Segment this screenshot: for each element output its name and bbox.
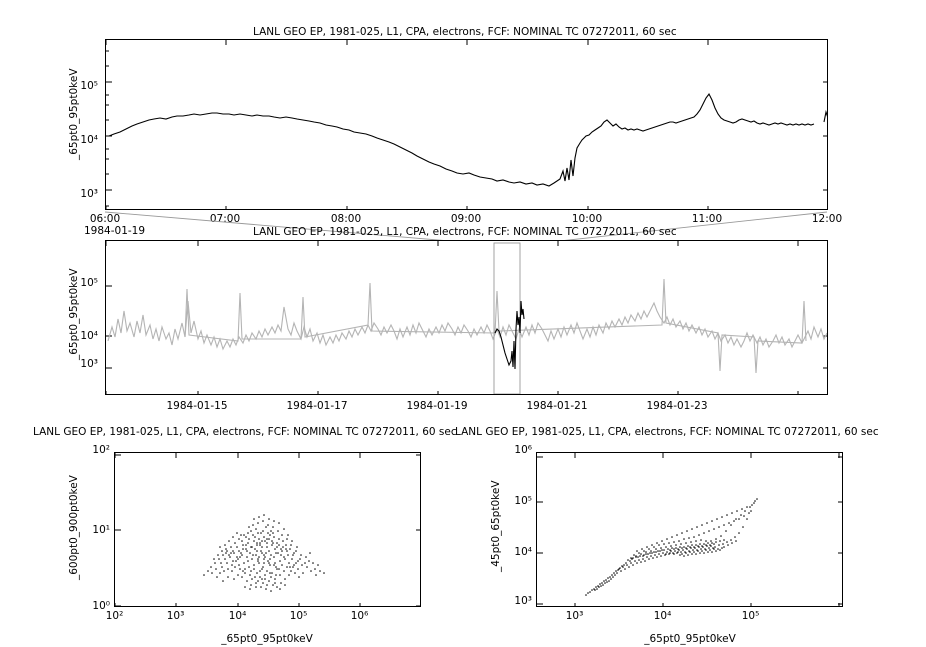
context-panel-ytick-1e3: 10³	[80, 358, 98, 370]
top-panel-xtick-0700: 07:00	[209, 213, 241, 225]
context-panel-title: LANL GEO EP, 1981-025, L1, CPA, electrons, FCF: NOMINAL TC 07272011, 60 sec	[253, 226, 677, 238]
top-panel-plot-area[interactable]	[105, 39, 828, 210]
scatter-left-svg	[115, 453, 421, 607]
scatter-left-title: LANL GEO EP, 1981-025, L1, CPA, electrons, FCF: NOMINAL TC 07272011, 60 sec	[33, 426, 457, 438]
context-panel-svg	[106, 241, 828, 395]
context-panel-grey-trace	[108, 301, 827, 349]
context-panel-xtick-0115: 1984-01-15	[166, 400, 228, 412]
scatter-right-xtick-1e5: 10⁵	[741, 610, 760, 622]
scatter-right-xlabel: _65pt0_95pt0keV	[644, 633, 736, 645]
top-panel-svg	[106, 40, 828, 210]
scatter-left-plot-area[interactable]	[114, 452, 421, 607]
scatter-left-points	[203, 514, 325, 592]
top-panel-ytick-1e3: 10³	[80, 188, 98, 200]
scatter-right-xtick-1e3: 10³	[565, 610, 584, 622]
top-panel-xtick-1000: 10:00	[571, 213, 603, 225]
scatter-left-ytick-1e2: 10²	[92, 444, 110, 456]
scatter-right-title: LANL GEO EP, 1981-025, L1, CPA, electrons, FCF: NOMINAL TC 07272011, 60 sec	[455, 426, 879, 438]
context-panel-plot-area[interactable]	[105, 240, 828, 395]
scatter-right-ytick-1e6: 10⁶	[514, 444, 532, 456]
context-panel-ytick-1e4: 10⁴	[80, 330, 98, 342]
top-panel-ytick-1e5: 10⁵	[80, 80, 98, 92]
scatter-right-ytick-1e3: 10³	[514, 595, 532, 607]
scatter-right-plot-area[interactable]	[536, 452, 843, 607]
scatter-right-points	[585, 498, 758, 596]
scatter-left-ytick-1e1: 10¹	[92, 524, 110, 536]
top-panel-xtick-1200: 12:00	[811, 213, 843, 225]
top-panel-xtick-0600: 06:00	[89, 213, 121, 225]
scatter-left-xtick-1e2: 10²	[105, 610, 124, 622]
scatter-left-xlabel: _65pt0_95pt0keV	[221, 633, 313, 645]
scatter-right-svg	[537, 453, 843, 607]
scatter-left-xtick-1e4: 10⁴	[228, 610, 247, 622]
top-panel-data-line	[109, 94, 814, 186]
scatter-right-ylabel: _45pt0_65pt0keV	[490, 480, 502, 572]
top-panel-title: LANL GEO EP, 1981-025, L1, CPA, electrons, FCF: NOMINAL TC 07272011, 60 sec	[253, 26, 677, 38]
top-panel-ytick-1e4: 10⁴	[80, 134, 98, 146]
scatter-left-ytick-1e0: 10⁰	[92, 600, 110, 612]
context-panel-xtick-0121: 1984-01-21	[526, 400, 588, 412]
scatter-right-ytick-1e5: 10⁵	[514, 495, 532, 507]
top-panel-xtick-1100: 11:00	[691, 213, 723, 225]
top-panel-xtick-0800: 08:00	[330, 213, 362, 225]
context-panel-ytick-1e5: 10⁵	[80, 277, 98, 289]
top-panel-date-stamp: 1984-01-19	[84, 225, 146, 237]
scatter-right-ytick-1e4: 10⁴	[514, 546, 532, 558]
top-panel-ylabel: _65pt0_95pt0keV	[68, 68, 80, 160]
context-panel-xtick-0117: 1984-01-17	[286, 400, 348, 412]
context-panel-ylabel: _65pt0_95pt0keV	[68, 268, 80, 360]
scatter-left-xtick-1e3: 10³	[166, 610, 185, 622]
context-panel-xtick-0119: 1984-01-19	[406, 400, 468, 412]
top-panel-data-line-tail	[824, 112, 828, 122]
context-panel-xtick-0123: 1984-01-23	[646, 400, 708, 412]
scatter-left-xtick-1e6: 10⁶	[350, 610, 369, 622]
scatter-left-xtick-1e5: 10⁵	[289, 610, 308, 622]
scatter-right-xtick-1e4: 10⁴	[653, 610, 672, 622]
scatter-left-ylabel: _600pt0_900pt0keV	[68, 475, 80, 580]
top-panel-xtick-0900: 09:00	[450, 213, 482, 225]
